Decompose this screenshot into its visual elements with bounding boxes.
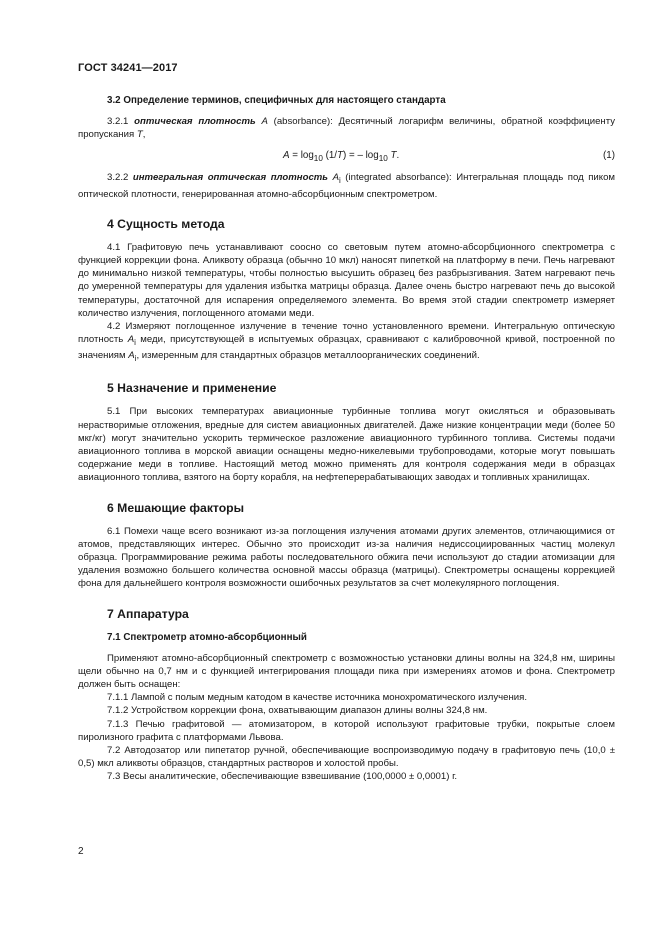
document-body xyxy=(78,94,615,784)
paragraph-7-1-1: 7.1.1 Лампой с полым медным катодом в качестве источника монохроматического излучения. xyxy=(107,692,528,704)
page-number: 2 xyxy=(78,846,84,857)
paragraph-6-1: 6.1 Помехи чаще всего возникают из-за поглощения излучения атомами других элементов, отличающимися от атомов, представляющих интерес. Обычно это происходит из-за наличия недиссоциированных частиц молекул образца. Программирование режима работы последовательного обжига печи используют до стадии атомизации для удаления возможно большего количества основной массы образца (матрицы). Спектрометры оснащены коррекцией фона для дальнейшего контроля возможности ошибочных результатов за счет молекулярного поглощения. xyxy=(78,525,615,590)
section-6-heading: 6 Мешающие факторы xyxy=(107,500,245,515)
section-7-1-heading: 7.1 Спектрометр атомно-абсорбционный xyxy=(107,631,307,643)
paragraph-4-1: 4.1 Графитовую печь устанавливают соосно со световым путем атомно-абсорбционного спектрометра с функцией коррекции фона. Аликвоту образца (обычно 10 мкл) наносят пипеткой на платформу в печи. Печь нагревают до минимально низкой температуры, чтобы полностью высушить образец без разбрызгивания. Затем нагревают печь до умеренной температуры для удаления избытка матрицы образца. Далее очень быстро нагревают печь до высокой температуры, достаточной для испарения определяемого элемента. Во время этой стадии спектрометр измеряет количество излучения, поглощенного атомами меди. xyxy=(78,241,615,319)
formula-number: (1) xyxy=(603,150,615,162)
paragraph-7-2: 7.2 Автодозатор или пипетатор ручной, обеспечивающие воспроизводимую подачу в графитовую печь (10,0 ± 0,5) мкл аликвоты образцов, стандартных растворов и холостой пробы. xyxy=(78,745,615,770)
term-3-2-1: 3.2.1 оптическая плотность A (absorbance): Десятичный логарифм величины, обратной коэффициенту пропускания T, xyxy=(78,116,616,141)
section-5-heading: 5 Назначение и применение xyxy=(107,381,277,396)
paragraph-4-2: 4.2 Измеряют поглощенное излучение в течение точно установленного времени. Интегральную оптическую плотность $A_i$ меди, присутствующей в испытуемых образцах, сравнивают с калибровочной кривой, построенной по значениям $A_i$, измеренным для стандартных образцов металлоорганических соединений. xyxy=(78,320,615,364)
paragraph-7-1-intro: Применяют атомно-абсорбционный спектрометр с возможностью установки длины волны на 324,8 нм, ширины щели обычно на 0,7 нм и с функцией интегрирования площади пика при измерениях атомов и фона. Спектрометр должен быть оснащен: xyxy=(78,652,615,690)
term-3-2-2: 3.2.2 интегральная оптическая плотность $A_i$ (integrated absorbance): Интегральная площадь под пиком оптической плотности, генерированная атомно-абсорбционным спектрометром. xyxy=(78,172,616,200)
document-header: ГОСТ 34241—2017 xyxy=(78,62,178,74)
paragraph-7-1-2: 7.1.2 Устройством коррекции фона, охватывающим диапазон длины волны 324,8 нм. xyxy=(107,705,488,717)
paragraph-7-1-3: 7.1.3 Печью графитовой — атомизатором, в которой используют графитовые трубки, покрытые слоем пиролизного графита с платформами Львова. xyxy=(78,718,615,743)
formula-expression: $A = \log_{10} (1/T)$ = – $\log_{10} T$. xyxy=(283,150,400,164)
paragraph-5-1: 5.1 При высоких температурах авиационные турбинные топлива могут окисляться и образовывать нерастворимые отложения, вредные для систем авиационных двигателей. Даже низкие концентрации меди (более 50 мкг/кг) могут значительно ускорить термическое разложение авиационного турбинного топлива. Системы подачи авиационного топлива в морской авиации оснащены медно-никелевыми трубопроводами, которые могут повышать содержание меди в топливе. Настоящий метод можно применять для контроля содержания меди в образцах авиационного топлива, взятого на борту корабля, на нефтеперерабатывающих заводах и топливных хранилищах. xyxy=(78,406,615,484)
paragraph-7-3: 7.3 Весы аналитические, обеспечивающие взвешивание (100,0000 ± 0,0001) г. xyxy=(107,771,458,783)
section-7-heading: 7 Аппаратура xyxy=(107,606,189,621)
formula-1 xyxy=(78,147,615,163)
section-4-heading: 4 Сущность метода xyxy=(107,216,225,231)
section-3-2-heading: 3.2 Определение терминов, специфичных для настоящего стандарта xyxy=(107,95,446,106)
